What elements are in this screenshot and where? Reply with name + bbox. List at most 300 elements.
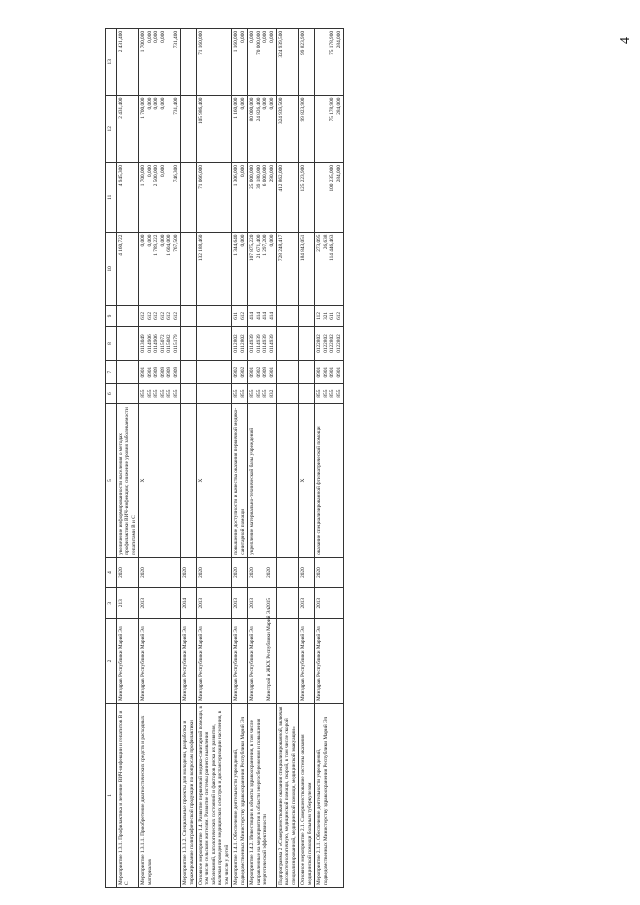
cell-col-10 <box>117 232 139 306</box>
cell-col-13 <box>276 29 298 96</box>
cell-value: 0,000 <box>146 31 153 43</box>
cell-col-6 <box>117 383 139 403</box>
cell-col-13 <box>299 29 315 96</box>
cell-value: 0115179 <box>172 334 179 353</box>
cell-text: 213 <box>118 599 124 608</box>
cell-col-11 <box>196 163 231 233</box>
cell-text: Мероприятие 1.3.1. Профилактика и лечение ВИЧ-инфекции и гепатитов В и С <box>118 710 131 885</box>
cell-text: 2020 <box>140 567 147 578</box>
cell-value: 24 826,400 <box>255 97 262 122</box>
cell-value: 25 000,000 <box>249 165 256 189</box>
cell-value: 855 <box>322 389 329 398</box>
cell-value: 284,000 <box>335 165 342 183</box>
cell-col-12 <box>248 95 277 162</box>
cell-value: 855 <box>140 389 147 398</box>
cell-value: 1 297,200 <box>262 234 269 256</box>
cell-text: Х <box>300 478 307 483</box>
cell-text: 2020 <box>197 567 204 578</box>
cell-value: 1 160,000 <box>233 97 240 119</box>
cell-col-12 <box>299 95 315 162</box>
cell-value: 855 <box>255 389 262 398</box>
cell-value: 114 446,463 <box>329 234 336 261</box>
cell-text: Минздрав Республики Марий Эл <box>316 626 323 701</box>
cell-col-6 <box>181 383 197 403</box>
cell-col-5 <box>248 404 277 557</box>
cell-col-4 <box>315 557 344 588</box>
cell-value: 0112802 <box>233 334 240 353</box>
cell-value: 855 <box>262 389 269 398</box>
cell-col-8 <box>276 326 298 361</box>
cell-value: 731,400 <box>172 31 179 49</box>
cell-text: 2013 <box>300 597 307 609</box>
cell-value: 612 <box>239 311 246 320</box>
cell-col-3 <box>276 588 298 619</box>
cell-value: 1 344,640 <box>233 234 240 256</box>
cell-value: 0115082 <box>166 334 173 353</box>
cell-value: 0901 <box>335 366 342 378</box>
table-row <box>117 29 139 888</box>
cell-col-9 <box>117 306 139 326</box>
cell-value: 612 <box>146 311 153 320</box>
cell-col-10 <box>315 232 344 306</box>
cell-value: 132 188,460 <box>197 234 204 262</box>
cell-value: 0,000 <box>146 234 153 247</box>
cell-text: Х <box>197 478 204 483</box>
cell-value: 0901 <box>322 366 329 378</box>
cell-value: 324 939,500 <box>277 31 284 58</box>
cell-value: 0909 <box>166 366 173 378</box>
cell-value: 855 <box>239 389 246 398</box>
cell-text: Мероприятие 1.3.1.1. Приобретение диагностических средств и расходных материалов <box>140 715 153 885</box>
cell-value: 75 178,900 <box>329 97 336 122</box>
cell-value: 99 823,900 <box>300 97 307 122</box>
cell-col-1 <box>299 703 315 887</box>
cell-col-12 <box>315 95 344 162</box>
cell-col-3 <box>232 588 248 619</box>
cell-col-6 <box>232 383 248 403</box>
cell-col-3 <box>181 588 197 619</box>
cell-value: 0122802 <box>329 334 336 353</box>
cell-value: 0901 <box>249 366 256 378</box>
cell-value: 855 <box>249 389 256 398</box>
cell-value: 107 875,220 <box>249 234 256 262</box>
cell-value: 855 <box>316 389 323 398</box>
cell-value: 2 431,400 <box>118 97 124 119</box>
cell-text: Мероприятие 1.3.1.2. Специальные проекты для молодежи, разработка и тиражирование полиграфической продукции по вопросам профилактики <box>182 720 195 885</box>
cell-value: 284,000 <box>335 97 342 115</box>
cell-value: 0114906 <box>153 334 160 353</box>
cell-col-1 <box>276 703 298 887</box>
cell-text: Минздрав Республики Марий Эл <box>197 626 204 701</box>
cell-col-6 <box>315 383 344 403</box>
cell-value: 21 671,400 <box>255 234 262 259</box>
cell-col-12 <box>276 95 298 162</box>
table-row <box>181 29 197 888</box>
cell-col-4 <box>117 557 139 588</box>
cell-value: 0,000 <box>239 97 246 110</box>
cell-col-9 <box>299 306 315 326</box>
cell-value: 0114939 <box>249 334 256 353</box>
cell-value: 0901 <box>316 366 323 378</box>
cell-text: 2013 <box>249 597 256 609</box>
cell-col-12 <box>232 95 248 162</box>
cell-value: 0114939 <box>262 334 269 353</box>
cell-text: увеличение информированности населения о методах профилактики ВИЧ-инфекции; снижение уровня заболеваемости гепатитами В и С <box>118 407 137 555</box>
cell-col-2 <box>315 619 344 704</box>
column-number-4: 4 <box>106 557 117 588</box>
cell-value: 0902 <box>233 366 240 378</box>
cell-col-1 <box>117 703 139 887</box>
cell-col-13 <box>139 29 181 96</box>
cell-text-secondary: Минстрой и ЖКХ Республики Марий Эл <box>265 608 272 701</box>
cell-value: 0901 <box>140 366 147 378</box>
cell-value: 321 <box>322 311 329 320</box>
cell-col-13 <box>315 29 344 96</box>
cell-value: 0114939 <box>255 334 262 353</box>
table-row <box>315 29 344 888</box>
cell-text: 2020 <box>233 567 240 578</box>
cell-value: 412 862,000 <box>277 165 284 192</box>
cell-text: 2013 <box>316 597 323 609</box>
cell-col-6 <box>276 383 298 403</box>
cell-col-7 <box>117 361 139 383</box>
cell-value: 0,000 <box>159 97 166 110</box>
cell-text: Х <box>140 478 147 483</box>
cell-value: 731,400 <box>172 97 179 115</box>
column-number-6: 6 <box>106 383 117 403</box>
cell-col-6 <box>248 383 277 403</box>
cell-col-11 <box>232 163 248 233</box>
cell-col-8 <box>196 326 231 361</box>
cell-text-secondary: 2015 <box>265 597 272 609</box>
table-header-row <box>106 29 117 888</box>
table-body <box>117 29 344 888</box>
cell-value: 0,000 <box>159 165 166 177</box>
cell-value: 414 <box>268 311 275 320</box>
cell-value: 0112802 <box>239 334 246 353</box>
cell-value: 611 <box>233 312 240 320</box>
cell-value: 1 160,000 <box>233 31 240 53</box>
column-number-1: 1 <box>106 703 117 887</box>
cell-value: 1 700,000 <box>140 97 147 119</box>
cell-value: 1 700,000 <box>140 31 147 53</box>
cell-text: 2020 <box>316 567 323 578</box>
cell-value: 612 <box>153 311 160 320</box>
cell-col-2 <box>117 619 139 704</box>
cell-col-1 <box>139 703 181 887</box>
cell-col-7 <box>139 361 181 383</box>
cell-col-10 <box>196 232 231 306</box>
cell-value: 728 248,417 <box>277 234 284 262</box>
cell-col-4 <box>196 557 231 588</box>
table-row <box>299 29 315 888</box>
cell-value: 0122802 <box>322 334 329 353</box>
column-number-11: 11 <box>106 163 117 233</box>
cell-text: укрепление материально-технической базы учреждений <box>249 427 256 555</box>
cell-text: Мероприятие 2.1.1. Обеспечение деятельности учреждений, подведомственных Министерству здравоохранения Республики Марий Эл <box>316 716 329 885</box>
cell-col-7 <box>196 361 231 383</box>
cell-col-7 <box>248 361 277 383</box>
cell-value: 2 500,000 <box>153 165 160 187</box>
cell-text: Основное мероприятие 2.1. Совершенствование системы оказания медицинской помощи больным туберкулезом <box>300 734 313 885</box>
cell-value: 71 160,000 <box>197 31 204 55</box>
cell-value: 855 <box>172 389 179 398</box>
cell-col-9 <box>276 306 298 326</box>
cell-col-2 <box>181 619 197 704</box>
cell-text: Подпрограмма 2 «Совершенствование оказания специализированной, включая высокотехнологичную, медицинской помощи, скорой, в том числе скорой специализированной, медицинской помощи, медицинской эвакуации» <box>277 706 297 885</box>
cell-col-3 <box>315 588 344 619</box>
cell-col-1 <box>196 703 231 887</box>
cell-value: 414 <box>255 311 262 320</box>
cell-value: 100 235,000 <box>329 165 336 192</box>
cell-value: 0122802 <box>316 334 323 353</box>
table-row <box>276 29 298 888</box>
cell-value: 0909 <box>262 366 269 378</box>
cell-col-13 <box>117 29 139 96</box>
cell-value: 99 823,900 <box>300 31 307 55</box>
cell-value: 0,000 <box>268 234 275 247</box>
cell-col-10 <box>181 232 197 306</box>
cell-value: 26,638 <box>322 234 329 250</box>
cell-col-10 <box>139 232 181 306</box>
column-number-3: 3 <box>106 588 117 619</box>
cell-text: Минздрав Республики Марий Эл <box>140 626 147 701</box>
cell-value: 0114906 <box>146 334 153 353</box>
program-table <box>105 28 344 888</box>
cell-col-5 <box>299 404 315 557</box>
cell-col-11 <box>181 163 197 233</box>
cell-value: 112 <box>316 312 323 320</box>
cell-text: 2014 <box>182 597 189 609</box>
cell-col-12 <box>196 95 231 162</box>
cell-value: 0901 <box>268 366 275 378</box>
cell-value: 71 066,000 <box>197 165 204 189</box>
cell-col-6 <box>299 383 315 403</box>
cell-col-8 <box>248 326 277 361</box>
cell-value: 0114939 <box>268 334 275 353</box>
cell-col-5 <box>276 404 298 557</box>
cell-col-2 <box>232 619 248 704</box>
cell-value: 0902 <box>255 366 262 378</box>
cell-col-5 <box>117 404 139 557</box>
cell-value: 0113049 <box>140 334 147 353</box>
cell-value: 855 <box>146 389 153 398</box>
cell-value: 0901 <box>329 366 336 378</box>
cell-col-4 <box>299 557 315 588</box>
cell-value: 612 <box>140 311 147 320</box>
cell-value: 855 <box>233 389 240 398</box>
cell-col-2 <box>276 619 298 704</box>
cell-value: 0115072 <box>159 334 166 353</box>
cell-value: 0,000 <box>146 165 153 177</box>
cell-value: 39 180,000 <box>255 165 262 189</box>
cell-col-8 <box>181 326 197 361</box>
cell-col-11 <box>139 163 181 233</box>
cell-col-2 <box>196 619 231 704</box>
cell-col-2 <box>299 619 315 704</box>
cell-value: 0,000 <box>239 31 246 43</box>
cell-value: 0,000 <box>153 97 160 110</box>
rotated-table-page <box>105 28 635 888</box>
cell-col-13 <box>232 29 248 96</box>
cell-text: Мероприятие 1.4.2. Инвестиции в объекты здравоохранения, в том числе направленные на мероприятия в области энергосбережения и повышения энергетической эффективности <box>249 718 269 885</box>
cell-col-5 <box>181 404 197 557</box>
cell-text: повышение доступности и качества оказания первичной медико-санитарной помощи <box>233 407 246 555</box>
cell-col-8 <box>117 326 139 361</box>
column-number-10: 10 <box>106 232 117 306</box>
cell-col-10 <box>232 232 248 306</box>
column-number-9: 9 <box>106 306 117 326</box>
cell-col-10 <box>276 232 298 306</box>
cell-value: 612 <box>159 311 166 320</box>
cell-value: 611 <box>329 312 336 320</box>
cell-text: Минздрав Республики Марий Эл <box>300 626 307 701</box>
cell-col-13 <box>181 29 197 96</box>
cell-text: Минздрав Республики Марий Эл <box>118 626 124 701</box>
cell-value: 184 843,051 <box>300 234 307 262</box>
cell-col-4 <box>181 557 197 588</box>
cell-value: 4 945,300 <box>118 165 124 187</box>
cell-value: 6 000,000 <box>262 165 269 187</box>
table-row <box>139 29 181 888</box>
cell-col-3 <box>299 588 315 619</box>
cell-value: 855 <box>166 389 173 398</box>
cell-col-1 <box>181 703 197 887</box>
cell-value: 0,000 <box>159 31 166 43</box>
cell-col-8 <box>139 326 181 361</box>
cell-value: 0,000 <box>153 31 160 43</box>
cell-value: 0,000 <box>249 31 256 43</box>
cell-col-9 <box>315 306 344 326</box>
cell-col-11 <box>299 163 315 233</box>
cell-col-6 <box>196 383 231 403</box>
cell-value: 0909 <box>172 366 179 378</box>
cell-value: 70 000,000 <box>255 31 262 55</box>
cell-value: 0,000 <box>239 165 246 177</box>
cell-col-7 <box>232 361 248 383</box>
cell-col-2 <box>248 608 277 704</box>
cell-col-5 <box>315 404 344 557</box>
cell-col-10 <box>248 232 277 306</box>
cell-value <box>336 235 342 304</box>
page-number: 4 <box>618 37 633 44</box>
cell-value: 105 986,400 <box>197 97 204 125</box>
cell-col-5 <box>232 404 248 557</box>
cell-text: Минздрав Республики Марий Эл <box>249 626 256 701</box>
cell-col-3 <box>248 588 277 619</box>
cell-value: 414 <box>262 311 269 320</box>
cell-value: 324 939,500 <box>277 97 284 125</box>
cell-col-9 <box>181 306 197 326</box>
cell-value: 767,500 <box>172 234 179 252</box>
cell-col-13 <box>196 29 231 96</box>
cell-value: 0902 <box>239 366 246 378</box>
cell-value: 290,000 <box>268 165 275 183</box>
cell-value: 612 <box>166 311 173 320</box>
cell-col-6 <box>139 383 181 403</box>
cell-col-9 <box>139 306 181 326</box>
cell-col-11 <box>117 163 139 233</box>
cell-value: 125 223,900 <box>300 165 307 192</box>
cell-text: 2020 <box>118 567 124 578</box>
cell-value: 75 178,900 <box>329 31 336 55</box>
cell-value: 1 700,000 <box>140 165 147 187</box>
column-number-12: 12 <box>106 95 117 162</box>
cell-value: 855 <box>329 389 336 398</box>
cell-text: Мероприятие 1.4.1. Обеспечение деятельности учреждений, подведомственных Министерству здравоохранения Республики Марий Эл <box>233 716 246 885</box>
cell-col-1 <box>248 703 277 887</box>
cell-value: 855 <box>153 389 160 398</box>
cell-col-1 <box>315 703 344 887</box>
cell-col-7 <box>181 361 197 383</box>
column-number-7: 7 <box>106 361 117 383</box>
cell-text-secondary: 2020 <box>265 567 272 578</box>
cell-value: 2 431,400 <box>118 31 124 53</box>
table-row <box>196 29 231 888</box>
cell-text: 2013 <box>197 597 204 609</box>
cell-col-11 <box>315 163 344 233</box>
cell-value: 273,095 <box>316 234 323 252</box>
cell-value: 855 <box>335 389 342 398</box>
cell-col-10 <box>299 232 315 306</box>
cell-value: 0909 <box>153 366 160 378</box>
table-row <box>232 29 248 888</box>
cell-value: 0,000 <box>262 31 269 43</box>
cell-text: 2013 <box>233 597 240 609</box>
cell-text: 2020 <box>249 567 256 578</box>
cell-text: Минздрав Республики Марий Эл <box>233 626 240 701</box>
cell-value: 0,000 <box>262 97 269 110</box>
cell-value: 0,000 <box>146 97 153 110</box>
cell-col-9 <box>196 306 231 326</box>
cell-col-8 <box>232 326 248 361</box>
cell-value: 612 <box>335 311 342 320</box>
cell-value: 0,000 <box>239 234 246 247</box>
cell-text: Минздрав Республики Марий Эл <box>182 626 189 701</box>
column-number-13: 13 <box>106 29 117 96</box>
cell-col-2 <box>139 619 181 704</box>
cell-value: 0901 <box>146 366 153 378</box>
cell-col-8 <box>299 326 315 361</box>
cell-col-11 <box>276 163 298 233</box>
cell-col-12 <box>139 95 181 162</box>
cell-col-5 <box>139 404 181 557</box>
cell-col-11 <box>248 163 277 233</box>
column-number-2: 2 <box>106 619 117 704</box>
cell-text: 2020 <box>182 567 189 578</box>
cell-col-4 <box>232 557 248 588</box>
cell-value: 284,000 <box>335 31 342 49</box>
cell-col-4 <box>276 557 298 588</box>
cell-text: 2020 <box>300 567 307 578</box>
cell-col-7 <box>276 361 298 383</box>
cell-value: 0,000 <box>159 234 166 247</box>
cell-col-7 <box>315 361 344 383</box>
cell-col-13 <box>248 29 277 96</box>
cell-value: 1 789,222 <box>153 234 160 256</box>
cell-col-4 <box>248 557 277 588</box>
cell-value: 80 000,000 <box>249 97 256 122</box>
cell-col-3 <box>139 588 181 619</box>
cell-value: 0909 <box>159 366 166 378</box>
cell-value: 0,000 <box>140 234 147 247</box>
cell-value: 4 160,722 <box>118 234 124 256</box>
cell-col-12 <box>181 95 197 162</box>
cell-col-4 <box>139 557 181 588</box>
cell-col-12 <box>117 95 139 162</box>
cell-value: 0,000 <box>268 97 275 110</box>
cell-text: 2013 <box>140 597 147 609</box>
